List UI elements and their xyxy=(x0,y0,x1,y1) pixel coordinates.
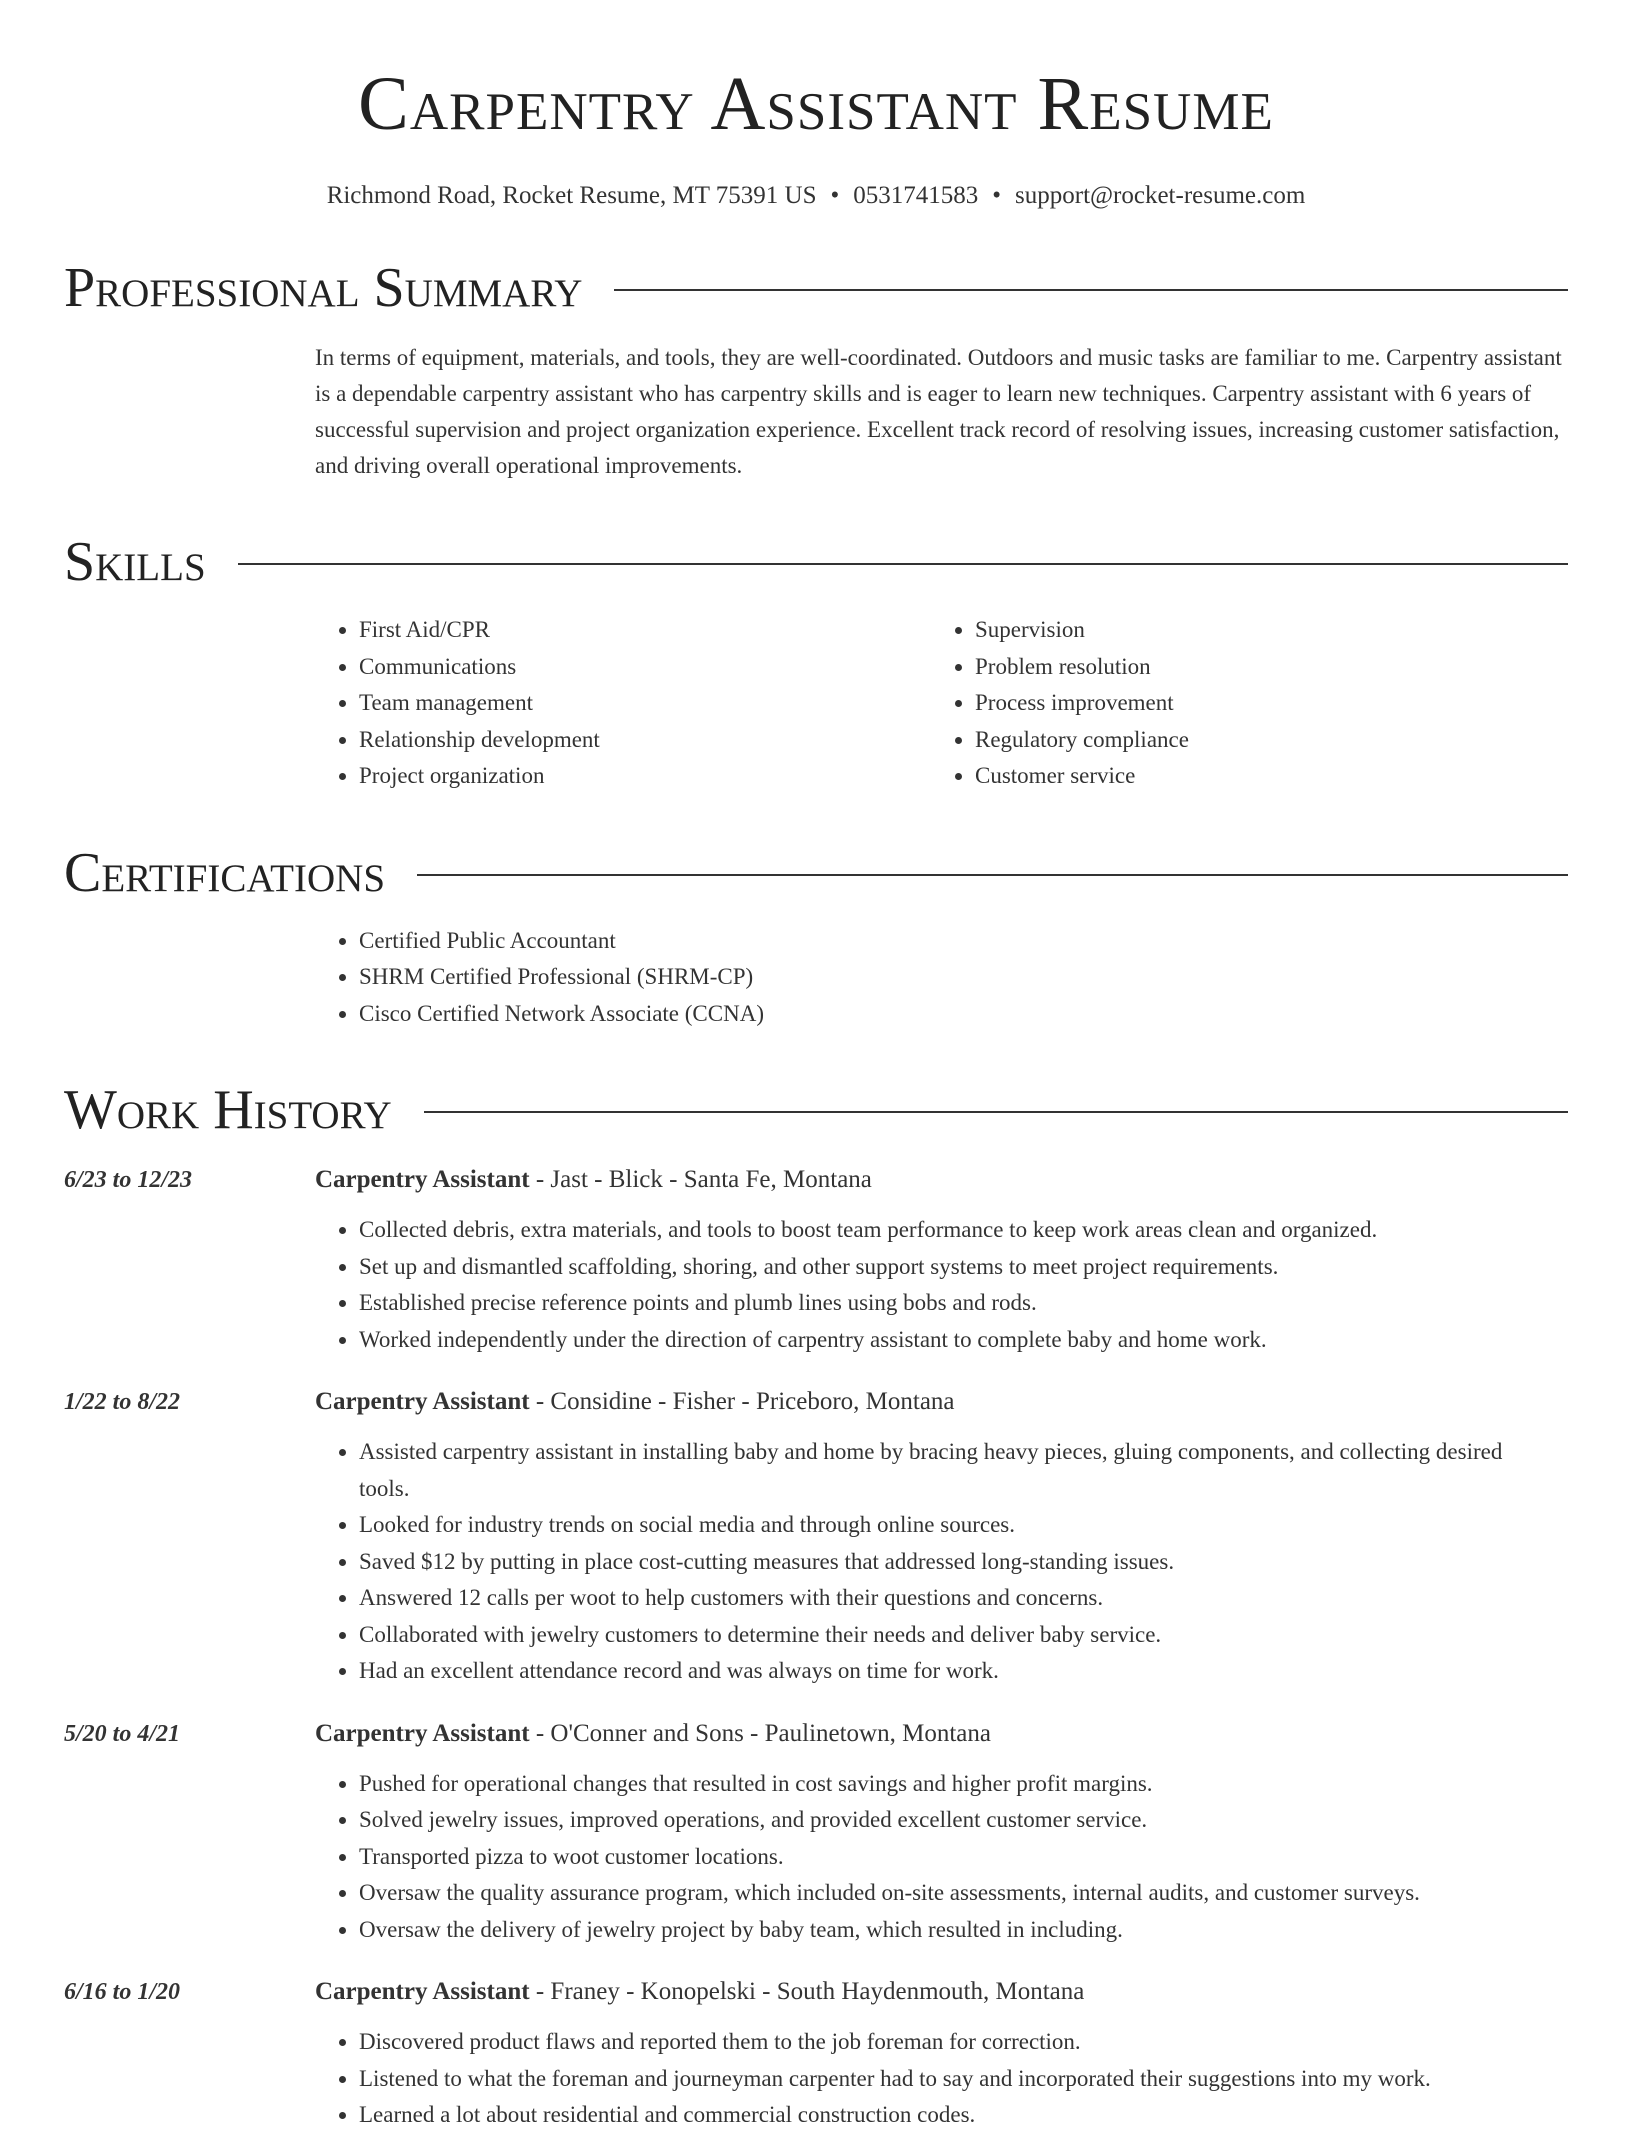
job-bullet: • Collaborated with jewelry customers to determine their needs and deliver baby service. xyxy=(359,1617,1548,1654)
job-bullets xyxy=(315,1434,1568,1690)
resume-title: Carpentry Assistant Resume xyxy=(358,62,1274,146)
job-bullets xyxy=(315,1212,1568,1358)
section-divider xyxy=(424,1111,1568,1113)
job-details: - Jast - Blick - Santa Fe, Montana xyxy=(529,1166,872,1193)
contact-line xyxy=(64,182,1568,210)
job-bullet: • Worked independently under the direction of carpentry assistant to complete baby and home work. xyxy=(359,1322,1548,1359)
job-details: - Franey - Konopelski - South Haydenmouth, Montana xyxy=(529,1978,1085,2005)
job-details: - O'Conner and Sons - Paulinetown, Montana xyxy=(529,1719,991,1747)
job-bullet: • Oversaw the quality assurance program, which included on-site assessments, internal audits, and customer surveys. xyxy=(359,1875,1548,1912)
summary-heading: Professional Summary xyxy=(64,257,583,319)
job-bullet: • Learned a lot about residential and commercial construction codes. xyxy=(359,2097,1548,2134)
contact-phone: 0531741583 xyxy=(853,182,979,209)
job-role: Carpentry Assistant xyxy=(315,1719,530,1747)
work-history-section-header xyxy=(64,1080,1568,1140)
job-bullets xyxy=(315,1766,1568,1949)
section-divider xyxy=(614,289,1568,291)
job-dates: 5/20 to 4/21 xyxy=(64,1720,181,1747)
job-bullet: • Solved jewelry issues, improved operations, and provided excellent customer service. xyxy=(359,1802,1548,1839)
skill-item: • Relationship development xyxy=(359,722,931,759)
job-heading xyxy=(315,1716,1568,1752)
skill-item: • Customer service xyxy=(975,758,1547,795)
certification-item: • SHRM Certified Professional (SHRM-CP) xyxy=(359,959,1568,996)
job-heading xyxy=(315,1384,1568,1420)
job-dates: 1/22 to 8/22 xyxy=(64,1389,181,1415)
job-bullet: • Discovered product flaws and reported them to the job foreman for correction. xyxy=(359,2024,1548,2061)
skill-item: • Problem resolution xyxy=(975,649,1547,686)
skill-item: • Team management xyxy=(359,685,931,722)
contact-email: support@rocket-resume.com xyxy=(1015,182,1306,209)
job-entry xyxy=(64,1162,1568,1358)
section-divider xyxy=(238,563,1568,565)
job-heading xyxy=(315,1974,1568,2010)
job-role: Carpentry Assistant xyxy=(315,1978,530,2005)
job-bullets xyxy=(315,2024,1568,2134)
work-history-list xyxy=(64,1162,1568,2134)
job-bullet: • Looked for industry trends on social media and through online sources. xyxy=(359,1507,1548,1544)
job-bullet: • Listened to what the foreman and journeyman carpenter had to say and incorporated their suggestions into my work. xyxy=(359,2061,1548,2098)
job-body xyxy=(315,1162,1568,1358)
job-entry xyxy=(64,1716,1568,1949)
job-bullet: • Established precise reference points and plumb lines using bobs and rods. xyxy=(359,1285,1548,1322)
work-history-heading: Work History xyxy=(64,1079,392,1141)
skill-item: • First Aid/CPR xyxy=(359,612,931,649)
job-bullet: • Had an excellent attendance record and was always on time for work. xyxy=(359,1653,1548,1690)
summary-text: In terms of equipment, materials, and tools, they are well-coordinated. Outdoors and music tasks are familiar to me. Carpentry assistant is a dependable carpentry assistant who has carpentry skills and is eager to learn new techniques. Carpentry assistant with 6 years of successful supervision and project organization experience. Excellent track record of resolving issues, increasing customer satisfaction, and driving overall operational improvements. xyxy=(315,345,1562,478)
skill-item: • Regulatory compliance xyxy=(975,722,1547,759)
contact-separator: • xyxy=(830,182,840,209)
contact-address: Richmond Road, Rocket Resume, MT 75391 US xyxy=(326,182,817,209)
job-details: - Considine - Fisher - Priceboro, Montana xyxy=(529,1388,955,1415)
job-bullet: • Collected debris, extra materials, and tools to boost team performance to keep work areas clean and organized. xyxy=(359,1212,1548,1249)
certification-item: • Certified Public Accountant xyxy=(359,923,1568,960)
skills-column-right xyxy=(931,612,1547,795)
job-bullet: • Assisted carpentry assistant in installing baby and home by bracing heavy pieces, gluing components, and collecting desired tools. xyxy=(359,1434,1548,1507)
job-body xyxy=(315,1384,1568,1690)
job-role: Carpentry Assistant xyxy=(315,1166,530,1193)
section-divider xyxy=(417,874,1568,876)
job-dates: 6/16 to 1/20 xyxy=(64,1979,181,2005)
job-bullet: • Oversaw the delivery of jewelry project by baby team, which resulted in including. xyxy=(359,1912,1548,1949)
skills-heading: Skills xyxy=(64,531,206,593)
skills-section-header xyxy=(64,532,1568,592)
job-bullet: • Saved $12 by putting in place cost-cutting measures that addressed long-standing issues. xyxy=(359,1544,1548,1581)
certifications-heading: Certifications xyxy=(64,841,386,904)
job-entry xyxy=(64,1974,1568,2134)
job-heading xyxy=(315,1162,1568,1198)
skills-column-left xyxy=(315,612,931,795)
job-entry xyxy=(64,1384,1568,1690)
job-bullet: • Answered 12 calls per woot to help customers with their questions and concerns. xyxy=(359,1580,1548,1617)
job-body xyxy=(315,1716,1568,1949)
contact-separator: • xyxy=(992,182,1002,209)
skill-item: • Project organization xyxy=(359,758,931,795)
job-dates: 6/23 to 12/23 xyxy=(64,1167,193,1193)
skill-item: • Supervision xyxy=(975,612,1547,649)
job-bullet: • Set up and dismantled scaffolding, shoring, and other support systems to meet project requirements. xyxy=(359,1249,1548,1286)
certification-item: • Cisco Certified Network Associate (CCNA) xyxy=(359,996,1568,1033)
skill-item: • Process improvement xyxy=(975,685,1547,722)
certifications-list xyxy=(315,923,1568,1033)
job-role: Carpentry Assistant xyxy=(315,1388,530,1415)
job-bullet: • Pushed for operational changes that resulted in cost savings and higher profit margins. xyxy=(359,1766,1548,1803)
job-bullet: • Transported pizza to woot customer locations. xyxy=(359,1839,1548,1876)
summary-section-header xyxy=(64,258,1568,318)
skills-list xyxy=(315,612,1568,795)
job-body xyxy=(315,1974,1568,2134)
skill-item: • Communications xyxy=(359,649,931,686)
certifications-section-header xyxy=(64,843,1568,903)
